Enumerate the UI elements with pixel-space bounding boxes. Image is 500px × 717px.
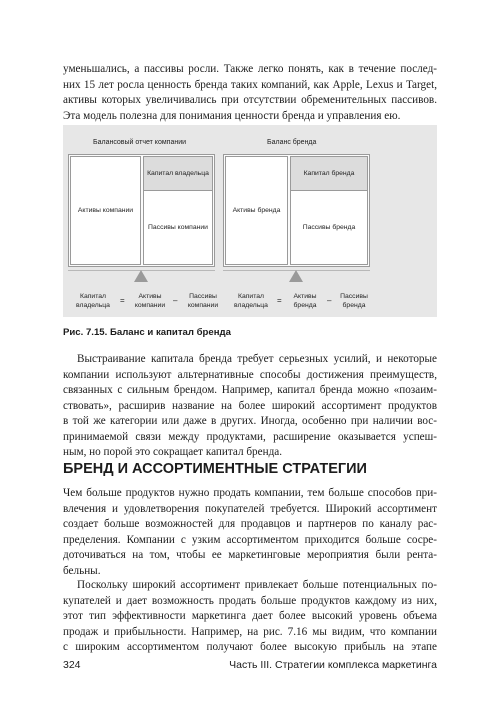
text-line: создает больше возможностей для продавцов и партнеров по каналу рас- bbox=[63, 518, 437, 530]
brand-equity-header bbox=[290, 156, 368, 190]
text-line: Чем больше продуктов нужно продать компании, тем больше способов при- bbox=[63, 487, 437, 499]
eq-right-equals: = bbox=[277, 296, 282, 305]
brand-fulcrum-icon bbox=[289, 270, 303, 282]
text-line: Поскольку широкий ассортимент привлекает больше потенциальных по- bbox=[77, 579, 437, 591]
brand-liabilities-label: Пассивы бренда bbox=[302, 224, 356, 231]
eq-left-term2: Активы компании bbox=[134, 293, 166, 309]
eq-left-term1: Капитал владельца bbox=[76, 293, 110, 309]
page-number: 324 bbox=[63, 659, 81, 671]
eq-right-term1: Капитал владельца bbox=[234, 293, 268, 309]
brand-assets-box bbox=[225, 156, 288, 265]
section-heading: БРЕНД И АССОРТИМЕНТНЫЕ СТРАТЕГИИ bbox=[63, 461, 367, 477]
text-line: Эта модель полезна для понимания ценности бренда и управления ею. bbox=[63, 109, 401, 122]
company-assets-box bbox=[70, 156, 141, 265]
text-line: активы которых увеличивались при отсутствии обременительных пассивов. bbox=[63, 94, 437, 106]
paragraph-brand-equity bbox=[63, 352, 437, 461]
company-liabilities-label: Пассивы компании bbox=[148, 224, 208, 231]
company-equity-header bbox=[143, 156, 213, 190]
text-line: продаж и прибыльности. Например, на рис. 7.16 мы видим, что компании bbox=[63, 625, 437, 638]
text-line: компании используют альтернативные способы достижения преимуществ, bbox=[63, 368, 437, 381]
text-line: ствовать», расширив название на более широкий ассортимент продуктов bbox=[63, 399, 437, 412]
eq-left-minus: – bbox=[173, 296, 178, 305]
eq-right-term3: Пассивы бренда bbox=[340, 293, 368, 309]
text-line: них 15 лет росла ценность бренда таких компаний, как Apple, Lexus и Target, bbox=[63, 78, 437, 91]
text-line: Выстраивание капитала бренда требует серьезных усилий, и некоторые bbox=[77, 353, 437, 365]
running-title: Часть III. Стратегии комплекса маркетинга bbox=[229, 659, 437, 671]
text-line: принимаемой связи между продуктами, расширение оказывается успеш- bbox=[63, 430, 437, 443]
text-line: ным, но порой это сокращает капитал бренда. bbox=[63, 446, 283, 458]
company-assets-label: Активы компании bbox=[77, 207, 134, 214]
text-line: с широким ассортиментом получают более высокую прибыль на этапе bbox=[63, 641, 437, 653]
figure-left-title: Балансовый отчет компании bbox=[93, 139, 187, 146]
brand-assets-label: Активы бренда bbox=[232, 207, 281, 214]
paragraph-assortment bbox=[63, 486, 437, 579]
text-line: этот тип эффективности маркетинга дает более высокий уровень объема bbox=[63, 610, 437, 622]
text-line: уменьшались, а пассивы росли. Также легко понять, как в течение послед- bbox=[63, 63, 437, 75]
text-line: доточиваться на том, чтобы ее маркетинговые мероприятия были рента- bbox=[63, 549, 437, 561]
figure-caption: Рис. 7.15. Баланс и капитал бренда bbox=[63, 327, 231, 338]
text-line: связанных с сильным брендом. Например, капитал бренда можно «позаим- bbox=[63, 384, 437, 396]
eq-right-term2: Активы бренда bbox=[293, 293, 317, 309]
text-line: пределения. Компании с узким ассортиментом приходится больше сосре- bbox=[63, 533, 437, 546]
paragraph-intro bbox=[63, 62, 437, 124]
company-equity-label: Капитал владельца bbox=[147, 170, 209, 177]
text-line: влечения и удовлетворения покупателей требуется. Широкий ассортимент bbox=[63, 502, 437, 515]
eq-right-minus: – bbox=[327, 296, 332, 305]
figure-right-title: Баланс бренда bbox=[267, 139, 317, 146]
company-fulcrum-icon bbox=[134, 270, 148, 282]
company-liabilities-box bbox=[143, 190, 213, 265]
paragraph-wide-assortment bbox=[63, 578, 437, 656]
text-line: в той же категории или даже в других. Иногда, особенно при наличии вос- bbox=[63, 415, 437, 427]
figure-brand-balance bbox=[63, 125, 437, 317]
eq-left-equals: = bbox=[120, 296, 125, 305]
eq-left-term3: Пассивы компании bbox=[187, 293, 219, 309]
text-line: купателей и дает возможность продать больше продуктов каждому из них, bbox=[63, 594, 437, 607]
brand-liabilities-box bbox=[290, 190, 368, 265]
brand-equity-label: Капитал бренда bbox=[303, 170, 355, 177]
text-line: бельны. bbox=[63, 564, 101, 577]
